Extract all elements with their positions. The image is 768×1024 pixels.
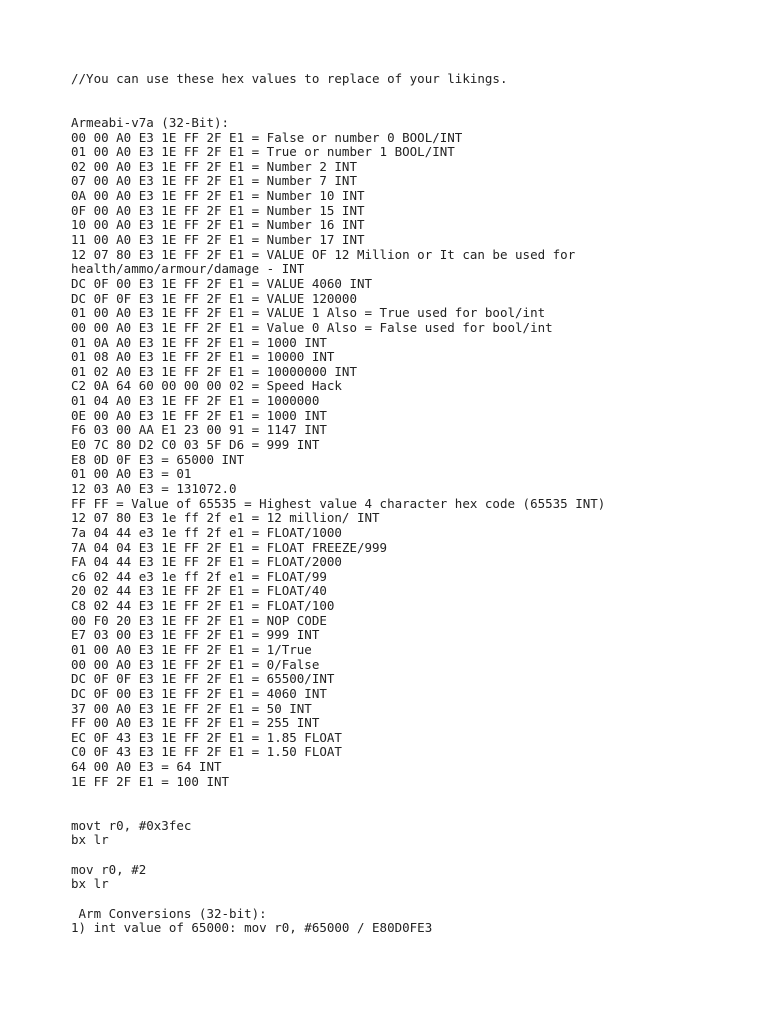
text-line: FA 04 44 E3 1E FF 2F E1 = FLOAT/2000 bbox=[71, 554, 342, 570]
text-line: 01 02 A0 E3 1E FF 2F E1 = 10000000 INT bbox=[71, 363, 357, 379]
text-line: health/ammo/armour/damage - INT bbox=[71, 261, 305, 277]
text-line: 01 00 A0 E3 1E FF 2F E1 = True or number 1 BOOL/INT bbox=[71, 144, 455, 160]
blank-line bbox=[71, 892, 761, 907]
text-line: 01 0A A0 E3 1E FF 2F E1 = 1000 INT bbox=[71, 334, 327, 350]
document-text bbox=[71, 72, 761, 936]
blank-line bbox=[71, 101, 761, 116]
text-line: 00 00 A0 E3 1E FF 2F E1 = 0/False bbox=[71, 656, 320, 672]
blank-line bbox=[71, 87, 761, 102]
text-line: 11 00 A0 E3 1E FF 2F E1 = Number 17 INT bbox=[71, 232, 365, 248]
text-line: E0 7C 80 D2 C0 03 5F D6 = 999 INT bbox=[71, 437, 320, 453]
text-line: C8 02 44 E3 1E FF 2F E1 = FLOAT/100 bbox=[71, 598, 335, 614]
text-line: Armeabi-v7a (32-Bit): bbox=[71, 114, 230, 130]
text-line: 02 00 A0 E3 1E FF 2F E1 = Number 2 INT bbox=[71, 158, 357, 174]
text-line: 10 00 A0 E3 1E FF 2F E1 = Number 16 INT bbox=[71, 217, 365, 233]
text-line: EC 0F 43 E3 1E FF 2F E1 = 1.85 FLOAT bbox=[71, 729, 342, 745]
text-line: FF FF = Value of 65535 = Highest value 4 character hex code (65535 INT) bbox=[71, 495, 606, 511]
text-line: mov r0, #2 bbox=[71, 861, 147, 877]
text-line: 00 F0 20 E3 1E FF 2F E1 = NOP CODE bbox=[71, 612, 327, 628]
text-line: 37 00 A0 E3 1E FF 2F E1 = 50 INT bbox=[71, 700, 312, 716]
text-line: C0 0F 43 E3 1E FF 2F E1 = 1.50 FLOAT bbox=[71, 744, 342, 760]
text-line: E8 0D 0F E3 = 65000 INT bbox=[71, 451, 245, 467]
text-line: 0F 00 A0 E3 1E FF 2F E1 = Number 15 INT bbox=[71, 202, 365, 218]
text-line: 00 00 A0 E3 1E FF 2F E1 = False or number 0 BOOL/INT bbox=[71, 129, 463, 145]
text-line: 07 00 A0 E3 1E FF 2F E1 = Number 7 INT bbox=[71, 173, 357, 189]
text-line: 7a 04 44 e3 1e ff 2f e1 = FLOAT/1000 bbox=[71, 524, 342, 540]
text-line: 0E 00 A0 E3 1E FF 2F E1 = 1000 INT bbox=[71, 407, 327, 423]
text-line: 12 03 A0 E3 = 131072.0 bbox=[71, 480, 237, 496]
text-line: 00 00 A0 E3 1E FF 2F E1 = Value 0 Also = False used for bool/int bbox=[71, 319, 553, 335]
text-line: DC 0F 0F E3 1E FF 2F E1 = VALUE 120000 bbox=[71, 290, 357, 306]
blank-line bbox=[71, 789, 761, 804]
text-line: FF 00 A0 E3 1E FF 2F E1 = 255 INT bbox=[71, 715, 320, 731]
text-line: 7A 04 04 E3 1E FF 2F E1 = FLOAT FREEZE/999 bbox=[71, 539, 388, 555]
text-line: E7 03 00 E3 1E FF 2F E1 = 999 INT bbox=[71, 627, 320, 643]
blank-line bbox=[71, 804, 761, 819]
text-line: 12 07 80 E3 1E FF 2F E1 = VALUE OF 12 Million or It can be used for bbox=[71, 246, 576, 262]
text-line: movt r0, #0x3fec bbox=[71, 817, 192, 833]
text-line: //You can use these hex values to replace of your likings. bbox=[71, 71, 508, 86]
text-line: 01 00 A0 E3 = 01 bbox=[71, 466, 192, 482]
text-line: 1E FF 2F E1 = 100 INT bbox=[71, 773, 230, 789]
text-line: bx lr bbox=[71, 876, 109, 892]
blank-line bbox=[71, 848, 761, 863]
text-line: Arm Conversions (32-bit): bbox=[71, 905, 267, 921]
text-line: 01 08 A0 E3 1E FF 2F E1 = 10000 INT bbox=[71, 349, 335, 365]
text-line: C2 0A 64 60 00 00 00 02 = Speed Hack bbox=[71, 378, 342, 394]
text-line: F6 03 00 AA E1 23 00 91 = 1147 INT bbox=[71, 422, 327, 438]
text-line: c6 02 44 e3 1e ff 2f e1 = FLOAT/99 bbox=[71, 568, 327, 584]
text-line: DC 0F 0F E3 1E FF 2F E1 = 65500/INT bbox=[71, 671, 335, 687]
text-line: 12 07 80 E3 1e ff 2f e1 = 12 million/ INT bbox=[71, 510, 380, 526]
text-line: 0A 00 A0 E3 1E FF 2F E1 = Number 10 INT bbox=[71, 188, 365, 204]
text-line: 01 00 A0 E3 1E FF 2F E1 = VALUE 1 Also = True used for bool/int bbox=[71, 305, 546, 321]
text-line: DC 0F 00 E3 1E FF 2F E1 = 4060 INT bbox=[71, 685, 327, 701]
text-line: 01 00 A0 E3 1E FF 2F E1 = 1/True bbox=[71, 641, 312, 657]
text-line: 1) int value of 65000: mov r0, #65000 / E80D0FE3 bbox=[71, 920, 433, 936]
text-line: DC 0F 00 E3 1E FF 2F E1 = VALUE 4060 INT bbox=[71, 275, 373, 291]
text-line: 01 04 A0 E3 1E FF 2F E1 = 1000000 bbox=[71, 393, 320, 409]
text-line: bx lr bbox=[71, 832, 109, 848]
text-line: 64 00 A0 E3 = 64 INT bbox=[71, 759, 222, 775]
text-line: 20 02 44 E3 1E FF 2F E1 = FLOAT/40 bbox=[71, 583, 327, 599]
